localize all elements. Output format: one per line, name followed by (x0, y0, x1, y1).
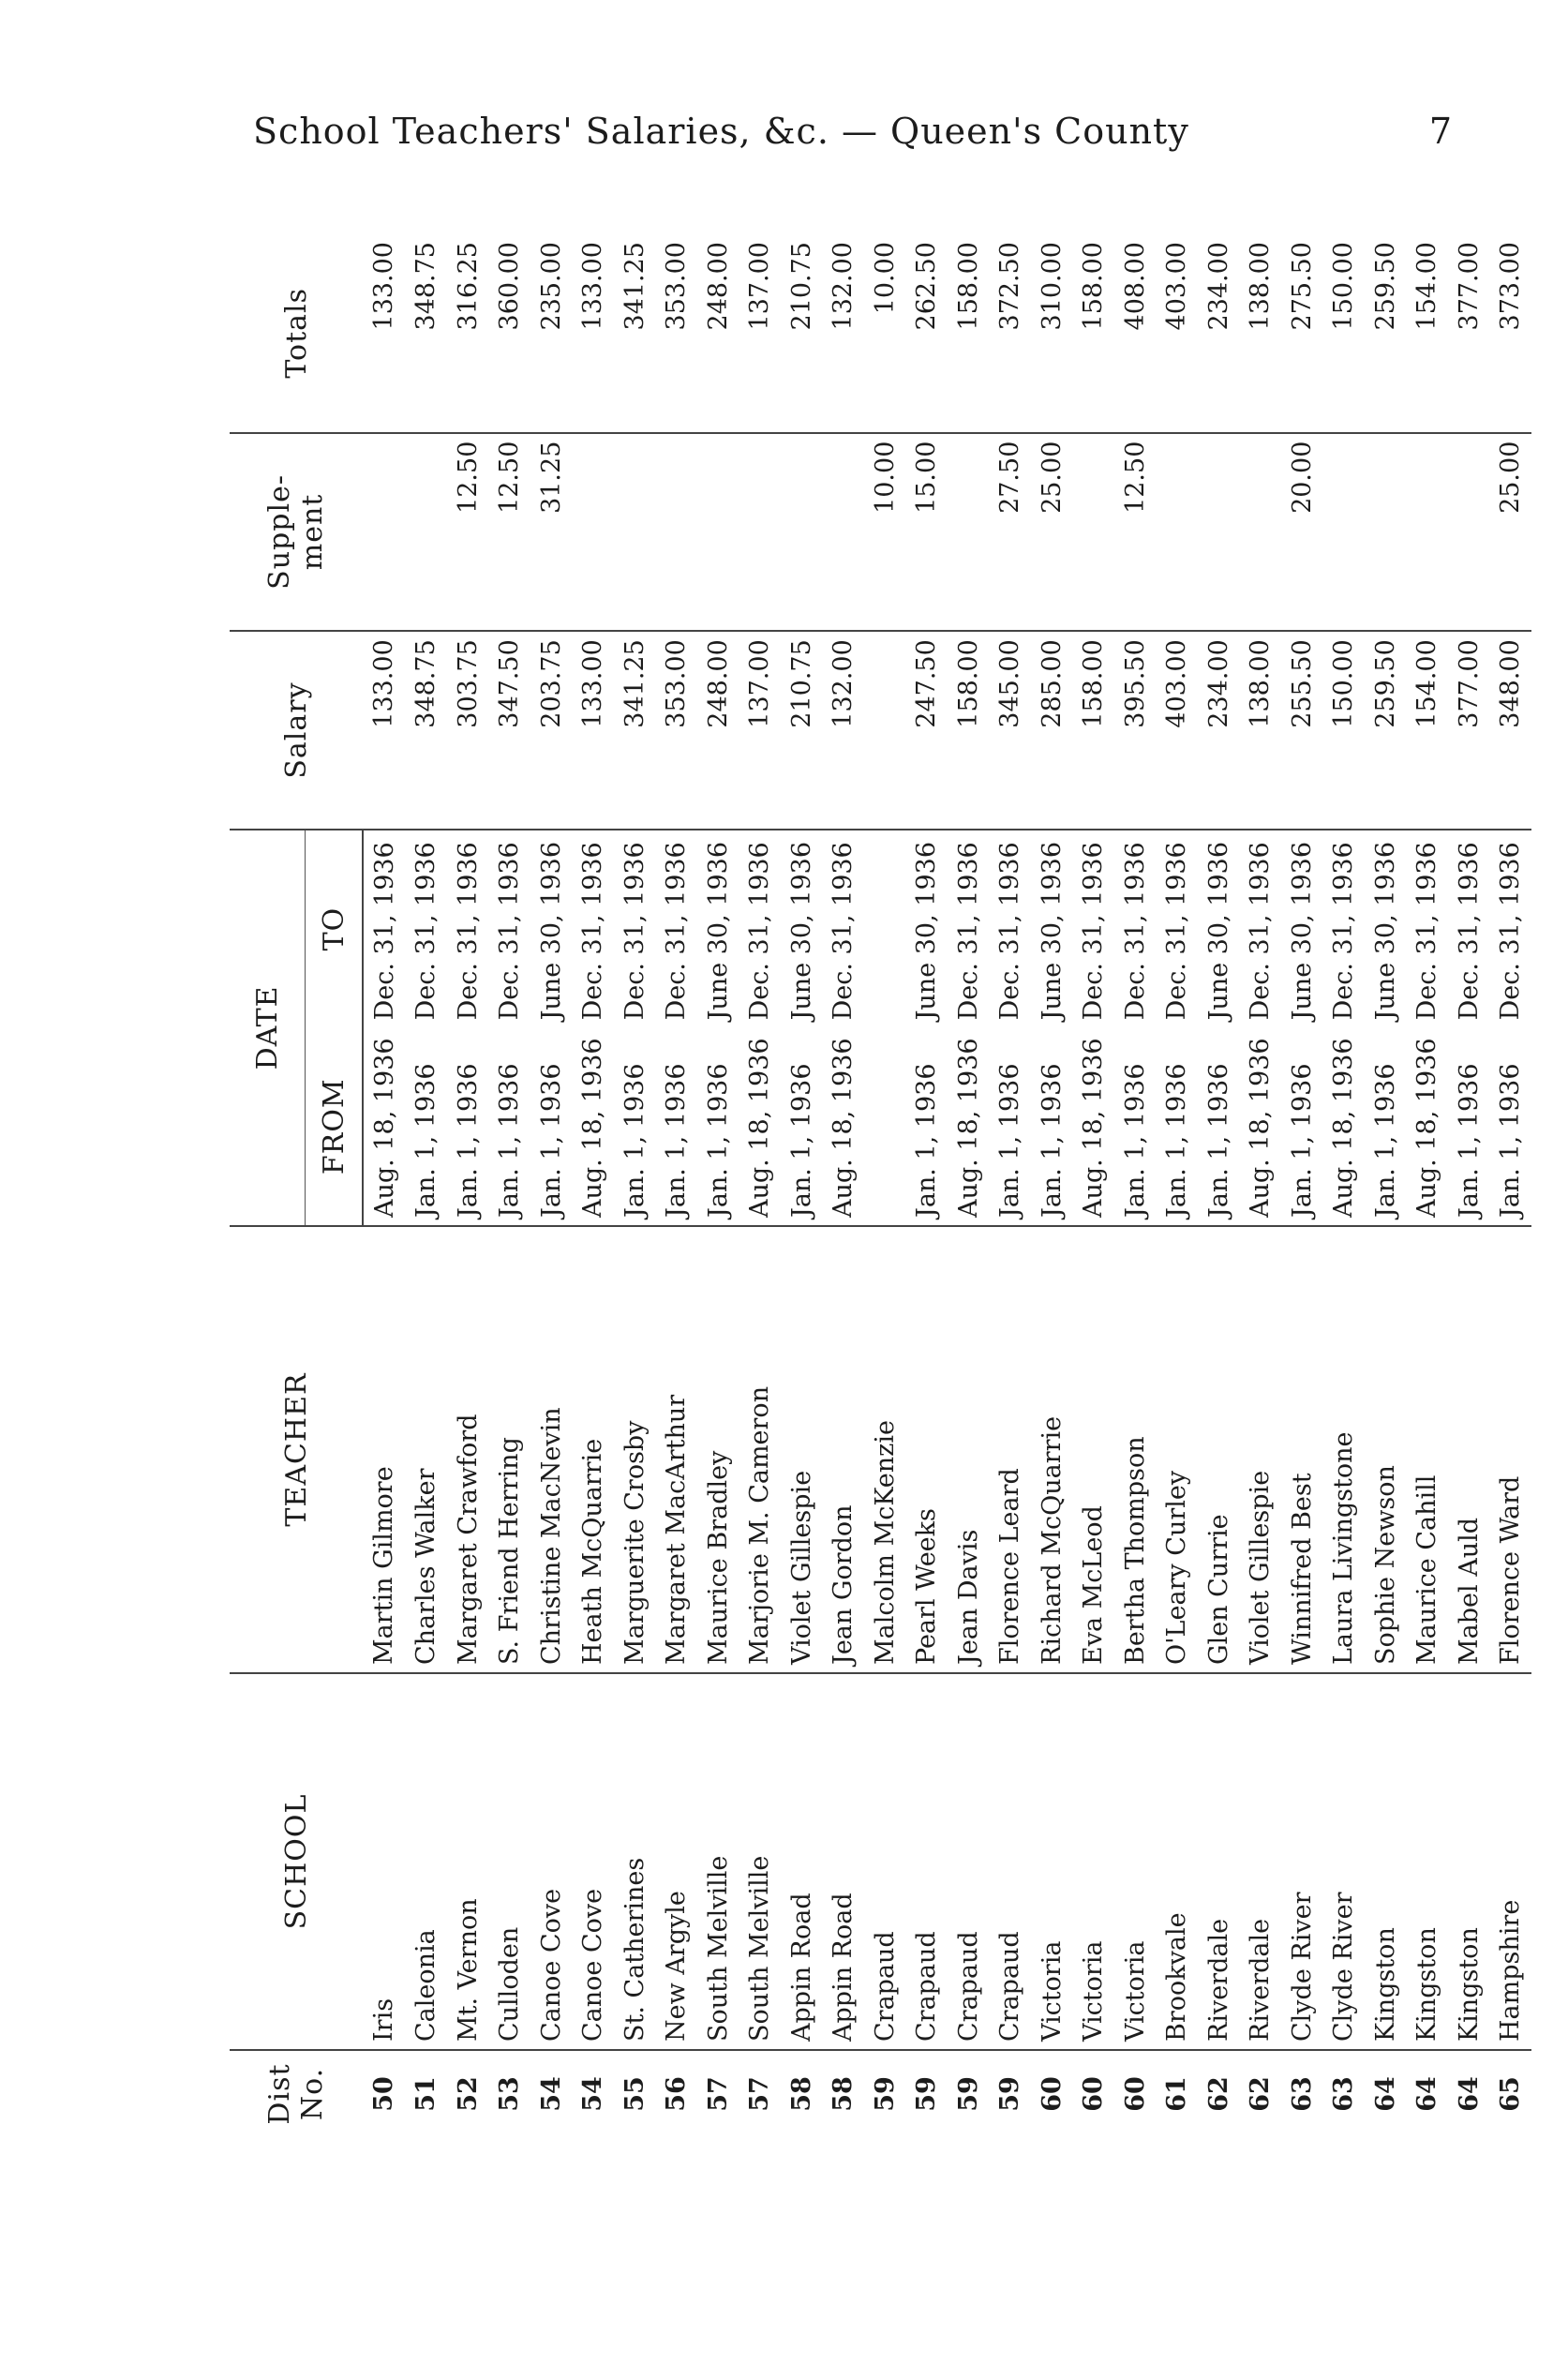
supplement-cell (614, 433, 656, 632)
school-cell: Brookvale (1157, 1673, 1199, 2050)
supplement-cell: 12.50 (447, 433, 489, 632)
from-date-cell: Aug. 18, 1936 (829, 1038, 859, 1218)
from-date-cell: Aug. 18, 1936 (1246, 1038, 1276, 1218)
school-cell: Crapaud (864, 1673, 906, 2050)
salary-cell: 377.00 (1448, 631, 1490, 830)
to-date-cell: June 30, 1936 (1365, 830, 1407, 1028)
salary-cell: 248.00 (697, 631, 739, 830)
supplement-cell (823, 433, 865, 632)
total-cell: 210.75 (786, 242, 816, 331)
table-row (447, 234, 489, 2137)
teacher-cell: Charles Walker (406, 1226, 448, 1673)
school-cell: Caleonia (406, 1673, 448, 2050)
total-cell: 234.00 (1203, 242, 1233, 331)
supplement-cell (781, 433, 823, 632)
table-row (697, 234, 739, 2137)
total-cell: 235.00 (536, 242, 566, 331)
rotated-ledger (230, 234, 1526, 2137)
teacher-cell: O'Leary Curley (1157, 1226, 1199, 1673)
table-row (1490, 234, 1532, 2137)
from-date-cell: Jan. 1, 1936 (495, 1063, 525, 1218)
salary-cell: 234.00 (1198, 631, 1240, 830)
salary-cell: 137.00 (739, 631, 782, 830)
teacher-cell: Florence Leard (990, 1226, 1032, 1673)
to-date-cell: June 30, 1936 (906, 830, 948, 1028)
to-date-cell: June 30, 1936 (1281, 830, 1323, 1028)
to-date-cell: Dec. 31, 1936 (1407, 830, 1449, 1028)
teacher-cell: Malcolm McKenzie (864, 1226, 906, 1673)
total-cell: 158.00 (1079, 242, 1109, 331)
teacher-cell: Maurice Cahill (1407, 1226, 1449, 1673)
dist-no-cell: 63 (1281, 2050, 1323, 2137)
col-supplement: Supple- ment (230, 433, 363, 632)
teacher-cell: Pearl Weeks (906, 1226, 948, 1673)
teacher-cell: S. Friend Herring (489, 1226, 531, 1673)
table-row (573, 234, 615, 2137)
school-cell: Crapaud (948, 1673, 990, 2050)
total-cell: 137.00 (745, 242, 775, 331)
table-row (1073, 234, 1115, 2137)
from-date-cell: Jan. 1, 1936 (453, 1063, 483, 1218)
salary-cell: 395.50 (1114, 631, 1157, 830)
table-row (948, 234, 990, 2137)
table-row (906, 234, 948, 2137)
dist-no-cell: 56 (656, 2050, 698, 2137)
supplement-cell (363, 433, 406, 632)
salary-cell: 348.00 (1490, 631, 1532, 830)
page-number: 7 (1428, 111, 1453, 152)
school-cell: Victoria (1031, 1673, 1073, 2050)
supplement-cell: 15.00 (906, 433, 948, 632)
total-cell: 353.00 (662, 242, 692, 331)
table-row (614, 234, 656, 2137)
salary-cell: 285.00 (1031, 631, 1073, 830)
dist-no-cell: 59 (906, 2050, 948, 2137)
school-cell: Mt. Vernon (447, 1673, 489, 2050)
school-cell: Hampshire (1490, 1673, 1532, 2050)
teacher-cell: Eva McLeod (1073, 1226, 1115, 1673)
dist-no-cell: 64 (1407, 2050, 1449, 2137)
school-cell: Kingston (1407, 1673, 1449, 2050)
to-date-cell: June 30, 1936 (530, 830, 573, 1028)
table-row (530, 234, 573, 2137)
teacher-cell: Glen Currie (1198, 1226, 1240, 1673)
salary-cell: 154.00 (1407, 631, 1449, 830)
to-date-cell: June 30, 1936 (1198, 830, 1240, 1028)
to-date-cell: Dec. 31, 1936 (573, 830, 615, 1028)
school-cell: Kingston (1448, 1673, 1490, 2050)
supplement-cell (406, 433, 448, 632)
supplement-cell: 12.50 (1114, 433, 1157, 632)
salary-cell: 348.75 (406, 631, 448, 830)
salary-cell: 341.25 (614, 631, 656, 830)
school-cell: Crapaud (990, 1673, 1032, 2050)
salary-cell: 353.00 (656, 631, 698, 830)
supplement-cell (1157, 433, 1199, 632)
total-cell: 154.00 (1412, 242, 1442, 331)
table-row (1448, 234, 1490, 2137)
total-cell: 373.00 (1496, 242, 1526, 331)
salary-cell: 203.75 (530, 631, 573, 830)
supplement-cell (1073, 433, 1115, 632)
col-school: SCHOOL (230, 1673, 363, 2050)
table-row (1407, 234, 1449, 2137)
supplement-cell (1323, 433, 1366, 632)
supplement-cell: 25.00 (1490, 433, 1532, 632)
supplement-cell (697, 433, 739, 632)
table-row (739, 234, 782, 2137)
total-cell: 316.25 (453, 242, 483, 331)
dist-no-cell: 63 (1323, 2050, 1366, 2137)
total-cell: 262.50 (912, 242, 942, 331)
table-row (823, 234, 865, 2137)
from-date-cell: Aug. 18, 1936 (369, 1038, 399, 1218)
from-date-cell: Jan. 1, 1936 (1037, 1063, 1067, 1218)
school-cell: Culloden (489, 1673, 531, 2050)
to-date-cell: Dec. 31, 1936 (1490, 830, 1532, 1028)
supplement-cell: 27.50 (990, 433, 1032, 632)
table-row (1114, 234, 1157, 2137)
to-date-cell: Dec. 31, 1936 (614, 830, 656, 1028)
col-date: DATE (230, 830, 306, 1226)
from-date-cell: Jan. 1, 1936 (786, 1063, 816, 1218)
salary-cell: 303.75 (447, 631, 489, 830)
col-teacher: TEACHER (230, 1226, 363, 1673)
dist-no-cell: 60 (1031, 2050, 1073, 2137)
dist-no-cell: 59 (990, 2050, 1032, 2137)
from-date-cell: Jan. 1, 1936 (536, 1063, 566, 1218)
table-row (1365, 234, 1407, 2137)
salary-cell: 158.00 (1073, 631, 1115, 830)
school-cell: Victoria (1114, 1673, 1157, 2050)
teacher-cell: Sophie Newson (1365, 1226, 1407, 1673)
to-date-cell: Dec. 31, 1936 (1448, 830, 1490, 1028)
from-date-cell: Aug. 18, 1936 (953, 1038, 983, 1218)
total-cell: 10.00 (870, 242, 900, 315)
teacher-cell: Jean Davis (948, 1226, 990, 1673)
dist-no-cell: 58 (781, 2050, 823, 2137)
teacher-cell: Christine MacNevin (530, 1226, 573, 1673)
table-row (1157, 234, 1199, 2137)
total-cell: 341.25 (620, 242, 650, 331)
total-cell: 377.00 (1454, 242, 1484, 331)
to-date-cell: June 30, 1936 (697, 830, 739, 1028)
from-date-cell: Jan. 1, 1936 (620, 1063, 650, 1218)
supplement-cell (948, 433, 990, 632)
school-cell: Kingston (1365, 1673, 1407, 2050)
to-date-cell: Dec. 31, 1936 (1240, 830, 1282, 1028)
salary-cell: 259.50 (1365, 631, 1407, 830)
supplement-cell (1198, 433, 1240, 632)
from-date-cell: Aug. 18, 1936 (745, 1038, 775, 1218)
school-cell: Riverdale (1240, 1673, 1282, 2050)
from-date-cell: Jan. 1, 1936 (1496, 1063, 1526, 1218)
dist-no-cell: 54 (573, 2050, 615, 2137)
dist-no-cell: 60 (1073, 2050, 1115, 2137)
school-cell: Victoria (1073, 1673, 1115, 2050)
supplement-cell: 10.00 (864, 433, 906, 632)
dist-no-cell: 65 (1490, 2050, 1532, 2137)
school-cell: New Argyle (656, 1673, 698, 2050)
to-date-cell: Dec. 31, 1936 (1073, 830, 1115, 1028)
from-date-cell: Jan. 1, 1936 (1454, 1063, 1484, 1218)
supplement-cell (1365, 433, 1407, 632)
total-cell: 408.00 (1120, 242, 1150, 331)
school-cell: Appin Road (823, 1673, 865, 2050)
total-cell: 133.00 (578, 242, 608, 331)
table-row (1198, 234, 1240, 2137)
from-date-cell: Jan. 1, 1936 (1203, 1063, 1233, 1218)
total-cell: 372.50 (995, 242, 1025, 331)
dist-no-cell: 60 (1114, 2050, 1157, 2137)
from-date-cell: Jan. 1, 1936 (703, 1063, 733, 1218)
supplement-cell (739, 433, 782, 632)
table-row (990, 234, 1032, 2137)
school-cell: Clyde River (1323, 1673, 1366, 2050)
from-date-cell: Aug. 18, 1936 (1079, 1038, 1109, 1218)
table-row (864, 234, 906, 2137)
from-date-cell: Jan. 1, 1936 (912, 1063, 942, 1218)
salary-cell: 345.00 (990, 631, 1032, 830)
table-row (1323, 234, 1366, 2137)
col-to: TO (306, 830, 364, 1028)
school-cell: Canoe Cove (573, 1673, 615, 2050)
table-row (1240, 234, 1282, 2137)
school-cell: Appin Road (781, 1673, 823, 2050)
teacher-cell: Bertha Thompson (1114, 1226, 1157, 1673)
table-row (406, 234, 448, 2137)
to-date-cell: June 30, 1936 (781, 830, 823, 1028)
supplement-cell (573, 433, 615, 632)
to-date-cell (864, 830, 906, 1028)
salary-cell: 255.50 (1281, 631, 1323, 830)
total-cell: 132.00 (829, 242, 859, 331)
to-date-cell: Dec. 31, 1936 (1323, 830, 1366, 1028)
teacher-cell: Heath McQuarrie (573, 1226, 615, 1673)
dist-no-cell: 62 (1240, 2050, 1282, 2137)
dist-no-cell: 53 (489, 2050, 531, 2137)
to-date-cell: Dec. 31, 1936 (406, 830, 448, 1028)
supplement-cell (1448, 433, 1490, 632)
salary-cell: 347.50 (489, 631, 531, 830)
school-cell: Clyde River (1281, 1673, 1323, 2050)
teacher-cell: Jean Gordon (823, 1226, 865, 1673)
total-cell: 310.00 (1037, 242, 1067, 331)
to-date-cell: Dec. 31, 1936 (990, 830, 1032, 1028)
total-cell: 138.00 (1246, 242, 1276, 331)
to-date-cell: Dec. 31, 1936 (447, 830, 489, 1028)
to-date-cell: Dec. 31, 1936 (489, 830, 531, 1028)
teacher-cell: Richard McQuarrie (1031, 1226, 1073, 1673)
from-date-cell: Aug. 18, 1936 (578, 1038, 608, 1218)
supplement-cell: 12.50 (489, 433, 531, 632)
to-date-cell: Dec. 31, 1936 (739, 830, 782, 1028)
teacher-cell: Marjorie M. Cameron (739, 1226, 782, 1673)
dist-no-cell: 51 (406, 2050, 448, 2137)
from-date-cell: Jan. 1, 1936 (662, 1063, 692, 1218)
salary-cell: 132.00 (823, 631, 865, 830)
supplement-cell: 20.00 (1281, 433, 1323, 632)
dist-no-cell: 62 (1198, 2050, 1240, 2137)
col-from: FROM (306, 1027, 364, 1226)
col-dist-no: Dist No. (230, 2050, 363, 2137)
dist-no-cell: 55 (614, 2050, 656, 2137)
total-cell: 348.75 (411, 242, 441, 331)
teacher-cell: Maurice Bradley (697, 1226, 739, 1673)
dist-no-cell: 59 (948, 2050, 990, 2137)
total-cell: 133.00 (369, 242, 399, 331)
teacher-cell: Laura Livingstone (1323, 1226, 1366, 1673)
table-row (1031, 234, 1073, 2137)
table-row (489, 234, 531, 2137)
total-cell: 360.00 (495, 242, 525, 331)
to-date-cell: Dec. 31, 1936 (948, 830, 990, 1028)
page-header (253, 105, 1490, 161)
supplement-cell: 25.00 (1031, 433, 1073, 632)
dist-no-cell: 54 (530, 2050, 573, 2137)
school-cell: Crapaud (906, 1673, 948, 2050)
total-cell: 259.50 (1370, 242, 1400, 331)
salary-cell (864, 631, 906, 830)
school-cell: St. Catherines (614, 1673, 656, 2050)
teacher-cell: Mabel Auld (1448, 1226, 1490, 1673)
dist-no-cell: 57 (697, 2050, 739, 2137)
supplement-cell: 31.25 (530, 433, 573, 632)
supplement-cell (656, 433, 698, 632)
col-totals: Totals (279, 287, 313, 379)
col-salary: Salary (230, 631, 363, 830)
from-date-cell: Jan. 1, 1936 (1287, 1063, 1317, 1218)
to-date-cell: Dec. 31, 1936 (363, 830, 406, 1028)
to-date-cell: Dec. 31, 1936 (1157, 830, 1199, 1028)
dist-no-cell: 64 (1448, 2050, 1490, 2137)
supplement-cell (1240, 433, 1282, 632)
table-body (363, 234, 1531, 2137)
total-cell: 248.00 (703, 242, 733, 331)
salary-cell: 133.00 (363, 631, 406, 830)
salary-cell: 210.75 (781, 631, 823, 830)
total-cell: 403.00 (1162, 242, 1192, 331)
dist-no-cell: 61 (1157, 2050, 1199, 2137)
teacher-cell: Margaret Crawford (447, 1226, 489, 1673)
to-date-cell: Dec. 31, 1936 (1114, 830, 1157, 1028)
from-date-cell: Jan. 1, 1936 (1120, 1063, 1150, 1218)
from-date-cell: Jan. 1, 1936 (1162, 1063, 1192, 1218)
table-row (656, 234, 698, 2137)
school-cell: Canoe Cove (530, 1673, 573, 2050)
teacher-cell: Marguerite Crosby (614, 1226, 656, 1673)
to-date-cell: June 30, 1936 (1031, 830, 1073, 1028)
dist-no-cell: 59 (864, 2050, 906, 2137)
teacher-cell: Margaret MacArthur (656, 1226, 698, 1673)
salary-cell: 133.00 (573, 631, 615, 830)
teacher-cell: Martin Gilmore (363, 1226, 406, 1673)
school-cell: South Melville (739, 1673, 782, 2050)
table-row (363, 234, 406, 2137)
salary-cell: 150.00 (1323, 631, 1366, 830)
salary-cell: 158.00 (948, 631, 990, 830)
school-cell: Iris (363, 1673, 406, 2050)
school-cell: Riverdale (1198, 1673, 1240, 2050)
total-cell: 158.00 (953, 242, 983, 331)
dist-no-cell: 52 (447, 2050, 489, 2137)
table-row (781, 234, 823, 2137)
page-title: School Teachers' Salaries, &c. — Queen's County (253, 111, 1189, 152)
table-header (230, 234, 363, 2137)
table-row (1281, 234, 1323, 2137)
teacher-cell: Florence Ward (1490, 1226, 1532, 1673)
total-cell: 150.00 (1329, 242, 1359, 331)
dist-no-cell: 64 (1365, 2050, 1407, 2137)
dist-no-cell: 58 (823, 2050, 865, 2137)
teacher-cell: Winnifred Best (1281, 1226, 1323, 1673)
from-date-cell: Jan. 1, 1936 (1370, 1063, 1400, 1218)
salary-table (230, 234, 1531, 2137)
from-date-cell: Aug. 18, 1936 (1329, 1038, 1359, 1218)
school-cell: South Melville (697, 1673, 739, 2050)
from-date-cell: Aug. 18, 1936 (1412, 1038, 1442, 1218)
from-date-cell: Jan. 1, 1936 (411, 1063, 441, 1218)
salary-cell: 247.50 (906, 631, 948, 830)
to-date-cell: Dec. 31, 1936 (823, 830, 865, 1028)
from-date-cell (864, 1027, 906, 1226)
teacher-cell: Violet Gillespie (1240, 1226, 1282, 1673)
supplement-cell (1407, 433, 1449, 632)
dist-no-cell: 57 (739, 2050, 782, 2137)
teacher-cell: Violet Gillespie (781, 1226, 823, 1673)
from-date-cell: Jan. 1, 1936 (995, 1063, 1025, 1218)
to-date-cell: Dec. 31, 1936 (656, 830, 698, 1028)
salary-cell: 403.00 (1157, 631, 1199, 830)
dist-no-cell: 50 (363, 2050, 406, 2137)
salary-cell: 138.00 (1240, 631, 1282, 830)
total-cell: 275.50 (1287, 242, 1317, 331)
